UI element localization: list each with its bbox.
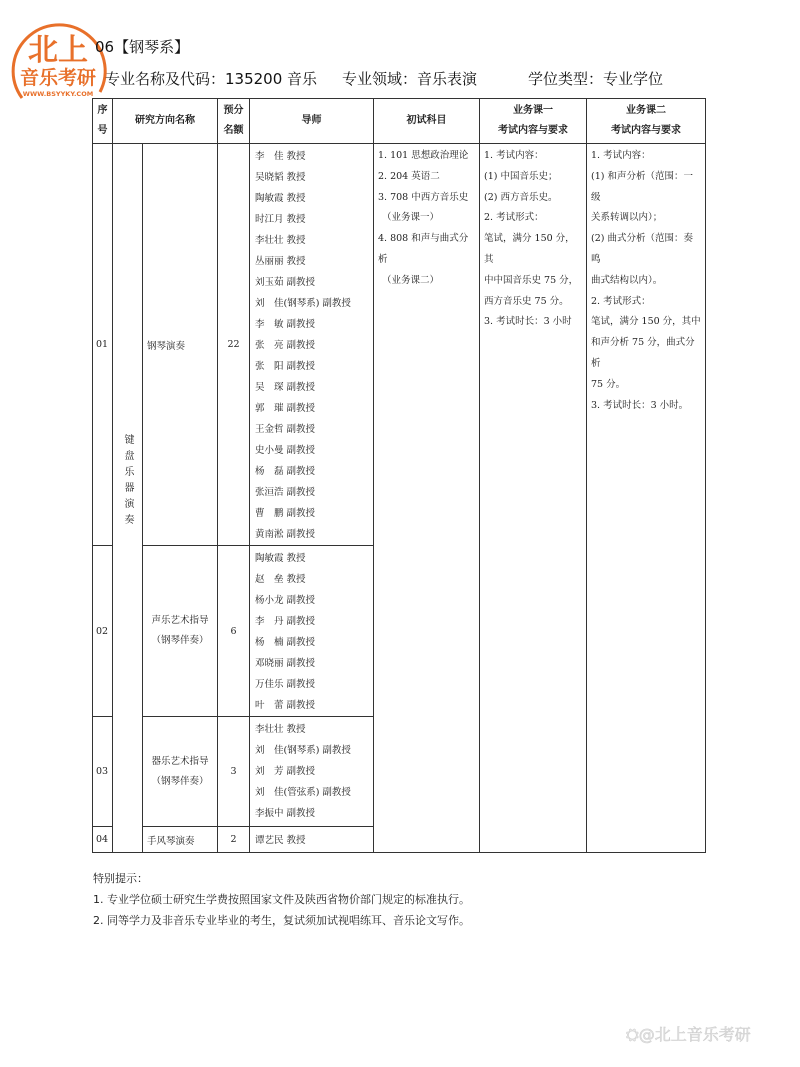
svg-text:北上: 北上 <box>28 33 88 68</box>
header-course1: 业务课一 考试内容与要求 <box>480 99 587 144</box>
advisor-list: 谭艺民 教授 <box>250 827 374 853</box>
degree-type: 学位类型：专业学位 <box>528 70 664 88</box>
logo-ring-icon <box>4 22 112 108</box>
svg-text:音乐考研: 音乐考研 <box>19 67 97 89</box>
source-watermark: ⛭@北上音乐考研 <box>626 1025 751 1044</box>
header-quota: 预分 名额 <box>218 99 250 144</box>
header-seq: 序 号 <box>93 99 113 144</box>
department-heading: 06【钢琴系】 <box>95 38 190 56</box>
quota-cell: 2 <box>218 827 250 853</box>
advisor-list: 李壮壮 教授 刘 佳(钢琴系) 副教授 刘 芳 副教授 刘 佳(管弦系) 副教授 李振中 副教授 <box>250 717 374 827</box>
quota-cell: 3 <box>218 717 250 827</box>
notes-title: 特别提示： <box>93 872 148 885</box>
initial-exam-cell: 1. 101 思想政治理论 2. 204 英语二 3. 708 中西方音乐史 （业务课一） 4. 808 和声与曲式分析 （业务课二） <box>374 144 480 853</box>
note-item: 1. 专业学位硕士研究生学费按照国家文件及陕西省物价部门规定的标准执行。 <box>93 893 470 906</box>
note-item: 2. 同等学力及非音乐专业毕业的考生，复试须加试视唱练耳、音乐论文写作。 <box>93 914 470 927</box>
direction-cell: 声乐艺术指导 （钢琴伴奏） <box>143 546 218 717</box>
header-direction: 研究方向名称 <box>113 99 218 144</box>
direction-cell: 手风琴演奏 <box>143 827 218 853</box>
course1-cell: 1. 考试内容： (1) 中国音乐史； (2) 西方音乐史。 2. 考试形式： 笔试，满分 150 分，其 中中国音乐史 75 分， 西方音乐史 75 分。 3. 考试时长：3 小时 <box>480 144 587 853</box>
header-advisor: 导师 <box>250 99 374 144</box>
special-notes <box>93 868 470 931</box>
svg-text:WWW.BSYYKY.COM: WWW.BSYYKY.COM <box>22 90 94 98</box>
category-label: 键盘乐器演奏 <box>122 434 133 530</box>
row-seq: 02 <box>93 546 113 717</box>
header-initial-exam: 初试科目 <box>374 99 480 144</box>
admissions-table <box>92 98 706 853</box>
major-code: 专业名称及代码：135200 音乐 <box>105 70 318 88</box>
quota-cell: 22 <box>218 144 250 546</box>
course2-cell: 1. 考试内容： (1) 和声分析（范围：一级 关系转调以内）； (2) 曲式分析（范围：奏鸣 曲式结构以内）。 2. 考试形式： 笔试，满分 150 分，其中 和声分析 75 分，曲式分析 75 分。 3. 考试时长：3 小时。 <box>587 144 706 853</box>
category-cell <box>113 144 143 853</box>
row-seq: 01 <box>93 144 113 546</box>
advisor-list: 李 佳 教授 吴晓韬 教授 陶敏霞 教授 时江月 教授 李壮壮 教授 丛丽丽 教授 刘玉茹 副教授 刘 佳(钢琴系) 副教授 李 敏 副教授 张 亮 副教授 张 阳 副教授 吴 琛 副教授 郭 璀 副教授 王金哲 副教授 史小曼 副教授 杨 磊 副教授 张洹浩 副教授 曹 鹏 副教授 黄南淞 副教授 <box>250 144 374 546</box>
direction-cell: 器乐艺术指导 （钢琴伴奏） <box>143 717 218 827</box>
direction-cell: 钢琴演奏 <box>143 144 218 546</box>
quota-cell: 6 <box>218 546 250 717</box>
row-seq: 03 <box>93 717 113 827</box>
brand-logo <box>4 22 112 108</box>
table-row <box>93 144 706 546</box>
advisor-list: 陶敏霞 教授 赵 垒 教授 杨小龙 副教授 李 丹 副教授 杨 楠 副教授 邓晓丽 副教授 万佳乐 副教授 叶 蕾 副教授 <box>250 546 374 717</box>
specialty-field: 专业领域：音乐表演 <box>342 70 478 88</box>
table-header-row <box>93 99 706 144</box>
row-seq: 04 <box>93 827 113 853</box>
header-course2: 业务课二 考试内容与要求 <box>587 99 706 144</box>
